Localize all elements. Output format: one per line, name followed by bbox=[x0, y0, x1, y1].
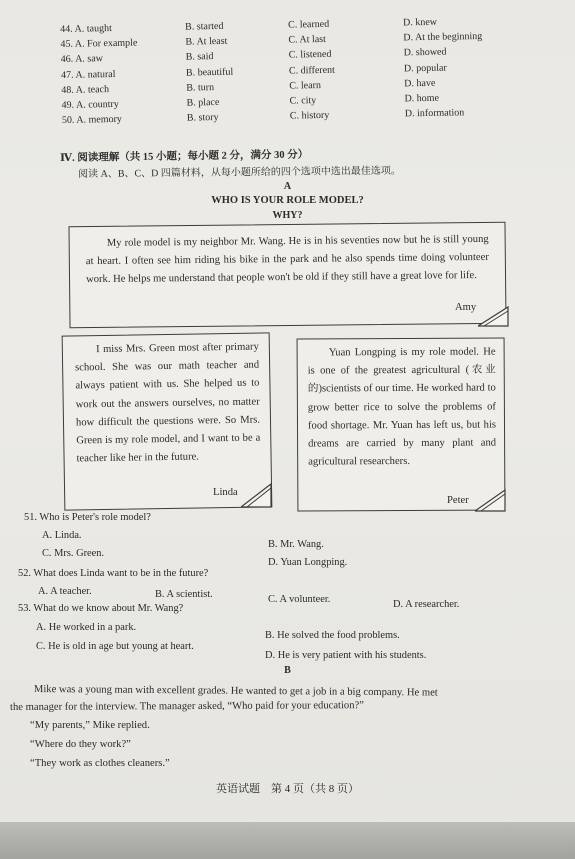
question-52-option-b: B. A scientist. bbox=[155, 589, 213, 600]
option-a: 44. A. taught bbox=[60, 23, 112, 35]
option-d: D. information bbox=[404, 107, 465, 120]
option-c: C. history bbox=[289, 109, 330, 122]
question-51-stem: 51. Who is Peter's role model? bbox=[24, 512, 151, 523]
section-heading: Ⅳ. 阅读理解（共 15 小题；每小题 2 分，满分 30 分） bbox=[60, 149, 309, 164]
option-b: B. started bbox=[185, 20, 224, 33]
option-d: D. home bbox=[404, 92, 440, 105]
page-curl-icon bbox=[478, 305, 510, 327]
passage-a-subtitle: WHY? bbox=[272, 210, 303, 221]
linda-signature: Linda bbox=[213, 487, 238, 498]
question-53-option-d: D. He is very patient with his students. bbox=[265, 650, 427, 661]
desk-background bbox=[0, 822, 575, 859]
page-curl-icon bbox=[475, 488, 507, 512]
option-d: D. showed bbox=[403, 46, 447, 59]
question-51-option-d: D. Yuan Longping. bbox=[268, 557, 348, 568]
option-a: 47. A. natural bbox=[60, 68, 116, 81]
option-a: 45. A. For example bbox=[60, 37, 138, 51]
option-d: D. At the beginning bbox=[403, 31, 483, 44]
passage-a-title: WHO IS YOUR ROLE MODEL? bbox=[211, 195, 364, 206]
option-b: B. At least bbox=[185, 35, 228, 48]
option-b: B. said bbox=[185, 51, 214, 63]
section-instruction: 阅读 A、B、C、D 四篇材料，从每小题所给的四个选项中选出最佳选项。 bbox=[78, 165, 401, 180]
passage-b-line-2: the manager for the interview. The manager asked, “Who paid for your education?” bbox=[10, 700, 364, 713]
options-table bbox=[60, 13, 532, 128]
option-d: D. knew bbox=[402, 16, 438, 29]
page-curl-icon bbox=[241, 482, 273, 508]
option-c: C. learned bbox=[287, 18, 330, 31]
passage-b-dialogue-2: “Where do they work?” bbox=[30, 739, 131, 750]
amy-card bbox=[68, 222, 506, 329]
question-53-option-c: C. He is old in age but young at heart. bbox=[36, 641, 194, 652]
question-53-option-a: A. He worked in a park. bbox=[36, 622, 137, 633]
passage-b-label: B bbox=[284, 665, 291, 676]
question-52-stem: 52. What does Linda want to be in the future? bbox=[18, 568, 209, 579]
peter-text: Yuan Longping is my role model. He is one of the greatest agricultural (农业的)scientists of our time. He worked hard to grow better rice to solve the problems of food shortage. Mr. Yuan has left us, but his dreams are carried by many plant and agricultural researchers. bbox=[307, 346, 497, 468]
option-b: B. story bbox=[186, 112, 219, 124]
amy-text: My role model is my neighbor Mr. Wang. He is in his seventies now but he is still young at heart. I often see him riding his bike in the park and he also spends time doing volunteer work. He helps me understand that people won't be old if they still have a great love for life. bbox=[85, 233, 489, 286]
page-footer: 英语试题 第 4 页（共 8 页） bbox=[216, 783, 359, 795]
option-b: B. place bbox=[186, 96, 220, 109]
peter-card bbox=[297, 337, 506, 511]
amy-signature: Amy bbox=[455, 302, 477, 313]
question-53-stem: 53. What do we know about Mr. Wang? bbox=[18, 603, 184, 614]
option-c: C. learn bbox=[289, 79, 322, 92]
option-c: C. different bbox=[288, 64, 335, 77]
question-51-option-a: A. Linda. bbox=[42, 530, 82, 541]
option-d: D. have bbox=[404, 77, 436, 90]
option-b: B. beautiful bbox=[185, 66, 234, 79]
option-a: 50. A. memory bbox=[61, 113, 122, 127]
question-52-option-a: A. A teacher. bbox=[38, 586, 92, 597]
option-d: D. popular bbox=[403, 62, 447, 74]
option-b: B. turn bbox=[186, 81, 215, 94]
passage-b-dialogue-1: “My parents,” Mike replied. bbox=[30, 720, 150, 731]
option-c: C. listened bbox=[288, 49, 332, 61]
question-53-option-b: B. He solved the food problems. bbox=[265, 630, 400, 641]
option-c: C. At last bbox=[288, 34, 327, 46]
option-c: C. city bbox=[289, 95, 317, 107]
passage-b-dialogue-3: “They work as clothes cleaners.” bbox=[30, 758, 170, 769]
question-51-option-c: C. Mrs. Green. bbox=[42, 548, 105, 559]
option-a: 49. A. country bbox=[61, 98, 119, 111]
passage-b-line-1: Mike was a young man with excellent grades. He wanted to get a job in a big company. He met bbox=[33, 683, 438, 699]
option-a: 48. A. teach bbox=[61, 83, 110, 96]
passage-a-label: A bbox=[283, 181, 292, 192]
question-52-option-c: C. A volunteer. bbox=[268, 594, 331, 605]
peter-signature: Peter bbox=[447, 495, 469, 506]
question-51-option-b: B. Mr. Wang. bbox=[268, 539, 324, 550]
question-52-option-d: D. A researcher. bbox=[393, 599, 460, 610]
option-a: 46. A. saw bbox=[60, 53, 104, 66]
linda-text: I miss Mrs. Green most after primary school. She was our math teacher and always patient with us. She helped us to work out the answers ourselves, no matter how difficult the questions were. So Mrs. Green is my role model, and I want to be a teacher like her in the future. bbox=[75, 341, 261, 465]
